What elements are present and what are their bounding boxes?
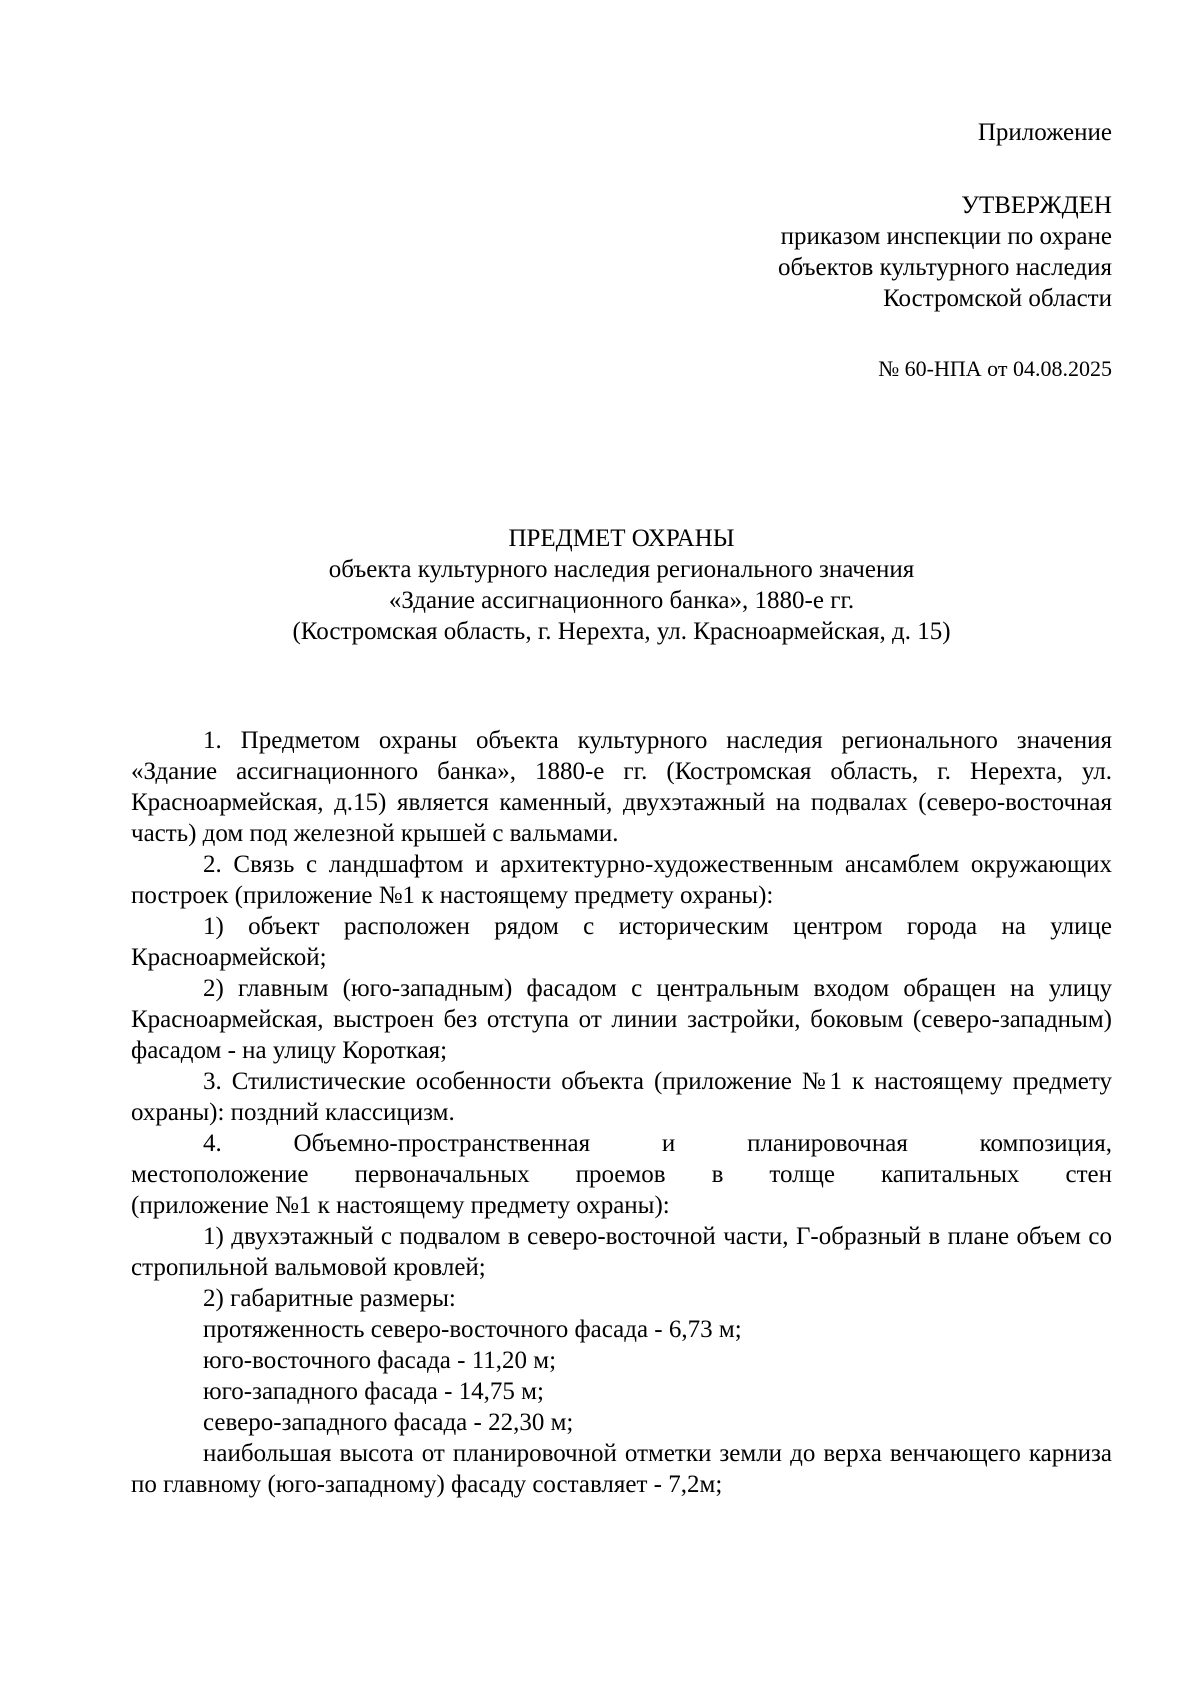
paragraph-2: 2. Связь с ландшафтом и архитектурно-художественным ансамблем окружающих построек (приложение №1 к настоящему предмету охраны):: [131, 851, 1112, 909]
paragraph-2-item-1: 1) объект расположен рядом с историческим центром города на улице Красноармейской;: [131, 913, 1112, 971]
approval-line-order: приказом инспекции по охране: [780, 223, 1112, 250]
approval-stamp-title: УТВЕРЖДЕН: [961, 192, 1112, 219]
title-line-address: (Костромская область, г. Нерехта, ул. Красноармейская, д. 15): [292, 618, 951, 645]
paragraph-4-item-1: 1) двухэтажный с подвалом в северо-восточной части, Г-образный в плане объем со стропильной вальмовой кровлей;: [131, 1223, 1112, 1281]
approval-block: [600, 190, 1112, 314]
appendix-label: [600, 117, 1112, 148]
approval-line-objects: объектов культурного наследия: [778, 254, 1112, 281]
title-line-object: объекта культурного наследия регионального значения: [328, 556, 915, 583]
paragraph-4-word: стен: [1065, 1161, 1112, 1188]
dimension-northeast: протяженность северо-восточного фасада - 6,73 м;: [203, 1316, 742, 1343]
paragraph-4-line-2: [131, 1159, 1112, 1190]
paragraph-2-item-2: 2) главным (юго-западным) фасадом с центральным входом обращен на улицу Красноармейская, выстроен без отступа от линии застройки, боковым (северо-западным) фасадом - на улицу Короткая;: [131, 975, 1112, 1064]
paragraph-4-word: планировочная: [747, 1130, 908, 1157]
order-number-text: № 60-НПА от 04.08.2025: [878, 356, 1112, 381]
paragraph-4-word: 4.: [203, 1130, 222, 1157]
document-heading: ПРЕДМЕТ ОХРАНЫ: [508, 525, 735, 552]
paragraph-4-word: толще: [769, 1161, 835, 1188]
appendix-label-text: Приложение: [977, 119, 1112, 146]
paragraph-4-word: проемов: [575, 1161, 666, 1188]
paragraph-4-line-3: (приложение №1 к настоящему предмету охраны):: [131, 1192, 670, 1219]
paragraph-1: 1. Предметом охраны объекта культурного наследия регионального значения «Здание ассигнационного банка», 1880-е гг. (Костромская область, г. Нерехта, ул. Красноармейская, д.15) является каменный, двухэтажный на подвалах (северо-восточная часть) дом под железной крышей с вальмами.: [131, 727, 1112, 847]
approval-line-region: Костромской области: [883, 285, 1112, 312]
paragraph-4-word: первоначальных: [354, 1161, 530, 1188]
height-statement: наибольшая высота от планировочной отметки земли до верха венчающего карниза по главному (юго-западному) фасаду составляет - 7,2м;: [131, 1440, 1112, 1498]
dimension-northwest: северо-западного фасада - 22,30 м;: [203, 1409, 574, 1436]
paragraph-4-word: капитальных: [881, 1161, 1020, 1188]
paragraph-4-word: в: [711, 1161, 724, 1188]
paragraph-4-word: местоположение: [131, 1161, 309, 1188]
paragraph-4-line-1: [131, 1128, 1112, 1159]
document-title-block: [131, 523, 1112, 647]
paragraph-3: 3. Стилистические особенности объекта (приложение №1 к настоящему предмету охраны): поздний классицизм.: [131, 1068, 1112, 1126]
dimension-southwest: юго-западного фасада - 14,75 м;: [203, 1378, 544, 1405]
title-line-name: «Здание ассигнационного банка», 1880-е гг.: [388, 587, 855, 614]
document-body: [131, 725, 1112, 1500]
paragraph-4-word: композиция,: [979, 1130, 1112, 1157]
paragraph-4-item-2: 2) габаритные размеры:: [203, 1285, 456, 1312]
order-number: [600, 355, 1112, 383]
paragraph-4-word: Объемно-пространственная: [293, 1130, 591, 1157]
paragraph-4-word: и: [661, 1130, 676, 1157]
dimension-southeast: юго-восточного фасада - 11,20 м;: [203, 1347, 557, 1374]
